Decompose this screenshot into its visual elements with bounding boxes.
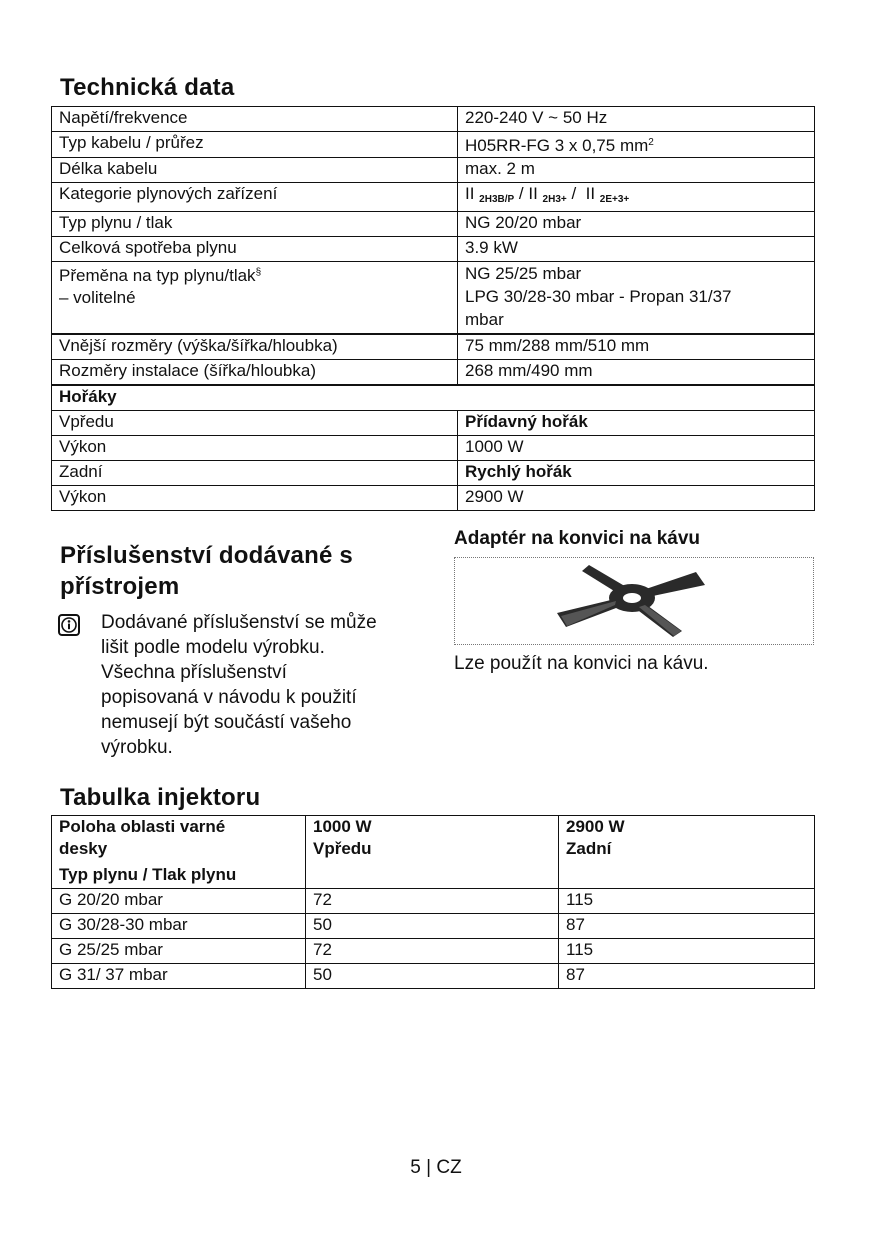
table-row <box>52 237 815 262</box>
tech-value: II $_{2H3B/P}$ / II $_{2H3+}$ / II $_{2E+3+}$ <box>458 183 815 212</box>
injector-title: Tabulka injektoru <box>60 784 261 811</box>
table-row <box>52 334 815 360</box>
tech-label: Vpředu <box>52 411 458 436</box>
table-cell: G 30/28-30 mbar <box>52 914 306 939</box>
tech-value: 1000 W <box>458 436 815 461</box>
table-row <box>52 914 815 939</box>
table-row <box>52 486 815 511</box>
tech-label: Výkon <box>52 436 458 461</box>
table-cell: 87 <box>559 914 815 939</box>
tech-label: Zadní <box>52 461 458 486</box>
tech-value: H05RR-FG 3 x 0,75 $mm^2$ <box>458 132 815 158</box>
table-cell: 50 <box>306 964 559 989</box>
table-cell: G 25/25 mbar <box>52 939 306 964</box>
tech-value: 268 mm/490 mm <box>458 360 815 386</box>
table-cell: G 31/ 37 mbar <box>52 964 306 989</box>
table-row <box>52 262 815 335</box>
table-cell: 72 <box>306 889 559 914</box>
tech-value: 3.9 kW <box>458 237 815 262</box>
tech-value: 220-240 V ~ 50 Hz <box>458 107 815 132</box>
table-row <box>52 212 815 237</box>
page-number: 5 | CZ <box>410 1157 462 1178</box>
tech-label: Typ kabelu / průřez <box>52 132 458 158</box>
tech-value: NG 20/20 mbar <box>458 212 815 237</box>
tech-value: max. 2 m <box>458 158 815 183</box>
tech-label: Typ plynu / tlak <box>52 212 458 237</box>
tech-value: Rychlý hořák <box>458 461 815 486</box>
tech-value: Přídavný hořák <box>458 411 815 436</box>
accessories-note: Dodávané příslušenství se může lišit podle modelu výrobku. Všechna příslušenství popisovaná v návodu k použití nemusejí být součástí vašeho výrobku. <box>101 612 377 758</box>
table-row <box>52 158 815 183</box>
tech-table <box>51 106 815 511</box>
tech-label: Přeměna na typ plynu/tlak§ – volitelné <box>52 262 458 335</box>
tech-label: Napětí/frekvence <box>52 107 458 132</box>
tech-label: Rozměry instalace (šířka/hloubka) <box>52 360 458 386</box>
table-header-row <box>52 816 815 864</box>
table-row <box>52 939 815 964</box>
header-cell: 2900 W Zadní <box>559 816 815 889</box>
accessories-title: Příslušenství dodávané s přístrojem <box>60 542 353 600</box>
tech-value: 2900 W <box>458 486 815 511</box>
table-row <box>52 411 815 436</box>
table-cell: 50 <box>306 914 559 939</box>
table-cell: 72 <box>306 939 559 964</box>
table-row <box>52 360 815 386</box>
table-row <box>52 964 815 989</box>
table-cell: 115 <box>559 939 815 964</box>
info-icon <box>58 614 80 636</box>
tech-label: Kategorie plynových zařízení <box>52 183 458 212</box>
adapter-title: Adaptér na konvici na kávu <box>454 528 701 549</box>
table-cell: 115 <box>559 889 815 914</box>
tech-label: Celková spotřeba plynu <box>52 237 458 262</box>
table-cell: 87 <box>559 964 815 989</box>
tech-label: Vnější rozměry (výška/šířka/hloubka) <box>52 334 458 360</box>
adapter-caption: Lze použít na konvici na kávu. <box>454 653 709 674</box>
tech-value: 75 mm/288 mm/510 mm <box>458 334 815 360</box>
table-row <box>52 461 815 486</box>
burners-heading: Hořáky <box>52 385 815 411</box>
table-row <box>52 385 815 411</box>
tech-label: Výkon <box>52 486 458 511</box>
table-row <box>52 183 815 212</box>
table-row <box>52 889 815 914</box>
table-row <box>52 436 815 461</box>
table-cell: G 20/20 mbar <box>52 889 306 914</box>
header-cell: Typ plynu / Tlak plynu <box>52 864 306 889</box>
header-cell: 1000 W Vpředu <box>306 816 559 889</box>
tech-title: Technická data <box>60 74 235 101</box>
header-cell: Poloha oblasti varné desky <box>52 816 306 864</box>
tech-value: NG 25/25 mbar LPG 30/28-30 mbar - Propan 31/37 mbar <box>458 262 815 335</box>
injector-table <box>51 815 815 989</box>
table-row <box>52 107 815 132</box>
coffee-pot-adapter-image <box>454 557 814 645</box>
table-row <box>52 132 815 158</box>
tech-label: Délka kabelu <box>52 158 458 183</box>
